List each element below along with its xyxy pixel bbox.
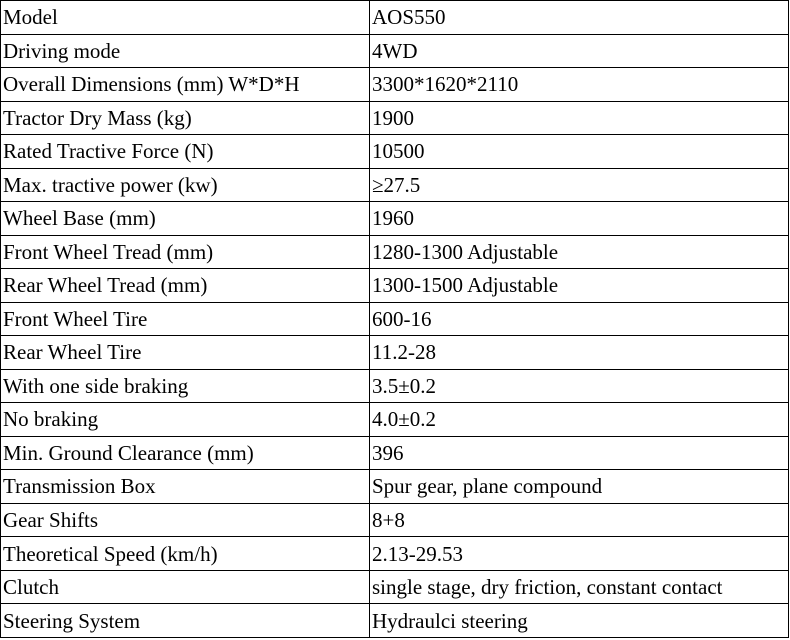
value-cell: 396 [370,436,789,470]
table-row [1,503,789,537]
parameter-cell: Transmission Box [1,470,370,504]
value-cell: 1900 [370,101,789,135]
parameter-cell: Overall Dimensions (mm) W*D*H [1,68,370,102]
value-cell: 600-16 [370,302,789,336]
value-cell: 2.13-29.53 [370,537,789,571]
parameter-cell: Driving mode [1,34,370,68]
table-row [1,101,789,135]
value-cell: 10500 [370,135,789,169]
table-row [1,570,789,604]
parameter-cell: Rated Tractive Force (N) [1,135,370,169]
value-cell: 4.0±0.2 [370,403,789,437]
value-cell: 3300*1620*2110 [370,68,789,102]
parameter-cell: Clutch [1,570,370,604]
value-cell: Hydraulci steering [370,604,789,638]
value-cell: 1960 [370,202,789,236]
table-row [1,168,789,202]
parameter-cell: Steering System [1,604,370,638]
parameter-cell: Model [1,1,370,35]
parameter-cell: Front Wheel Tread (mm) [1,235,370,269]
parameter-cell: Rear Wheel Tire [1,336,370,370]
value-cell: 3.5±0.2 [370,369,789,403]
value-cell: Spur gear, plane compound [370,470,789,504]
parameter-cell: Rear Wheel Tread (mm) [1,269,370,303]
value-cell: ≥27.5 [370,168,789,202]
table-row [1,336,789,370]
table-row [1,1,789,35]
table-row [1,235,789,269]
value-cell: single stage, dry friction, constant contact [370,570,789,604]
table-row [1,269,789,303]
value-cell: 11.2-28 [370,336,789,370]
table-row [1,369,789,403]
value-cell: 8+8 [370,503,789,537]
table-row [1,403,789,437]
table-row [1,135,789,169]
parameter-cell: Min. Ground Clearance (mm) [1,436,370,470]
parameter-cell: With one side braking [1,369,370,403]
parameter-cell: Front Wheel Tire [1,302,370,336]
parameter-cell: No braking [1,403,370,437]
table-row [1,68,789,102]
table-row [1,302,789,336]
value-cell: 1300-1500 Adjustable [370,269,789,303]
table-row [1,604,789,638]
table-row [1,202,789,236]
parameter-cell: Tractor Dry Mass (kg) [1,101,370,135]
parameter-cell: Theoretical Speed (km/h) [1,537,370,571]
value-cell: AOS550 [370,1,789,35]
value-cell: 1280-1300 Adjustable [370,235,789,269]
table-row [1,470,789,504]
value-cell: 4WD [370,34,789,68]
table-row [1,34,789,68]
parameter-cell: Gear Shifts [1,503,370,537]
table-row [1,537,789,571]
table-row [1,436,789,470]
parameter-cell: Max. tractive power (kw) [1,168,370,202]
parameter-cell: Wheel Base (mm) [1,202,370,236]
